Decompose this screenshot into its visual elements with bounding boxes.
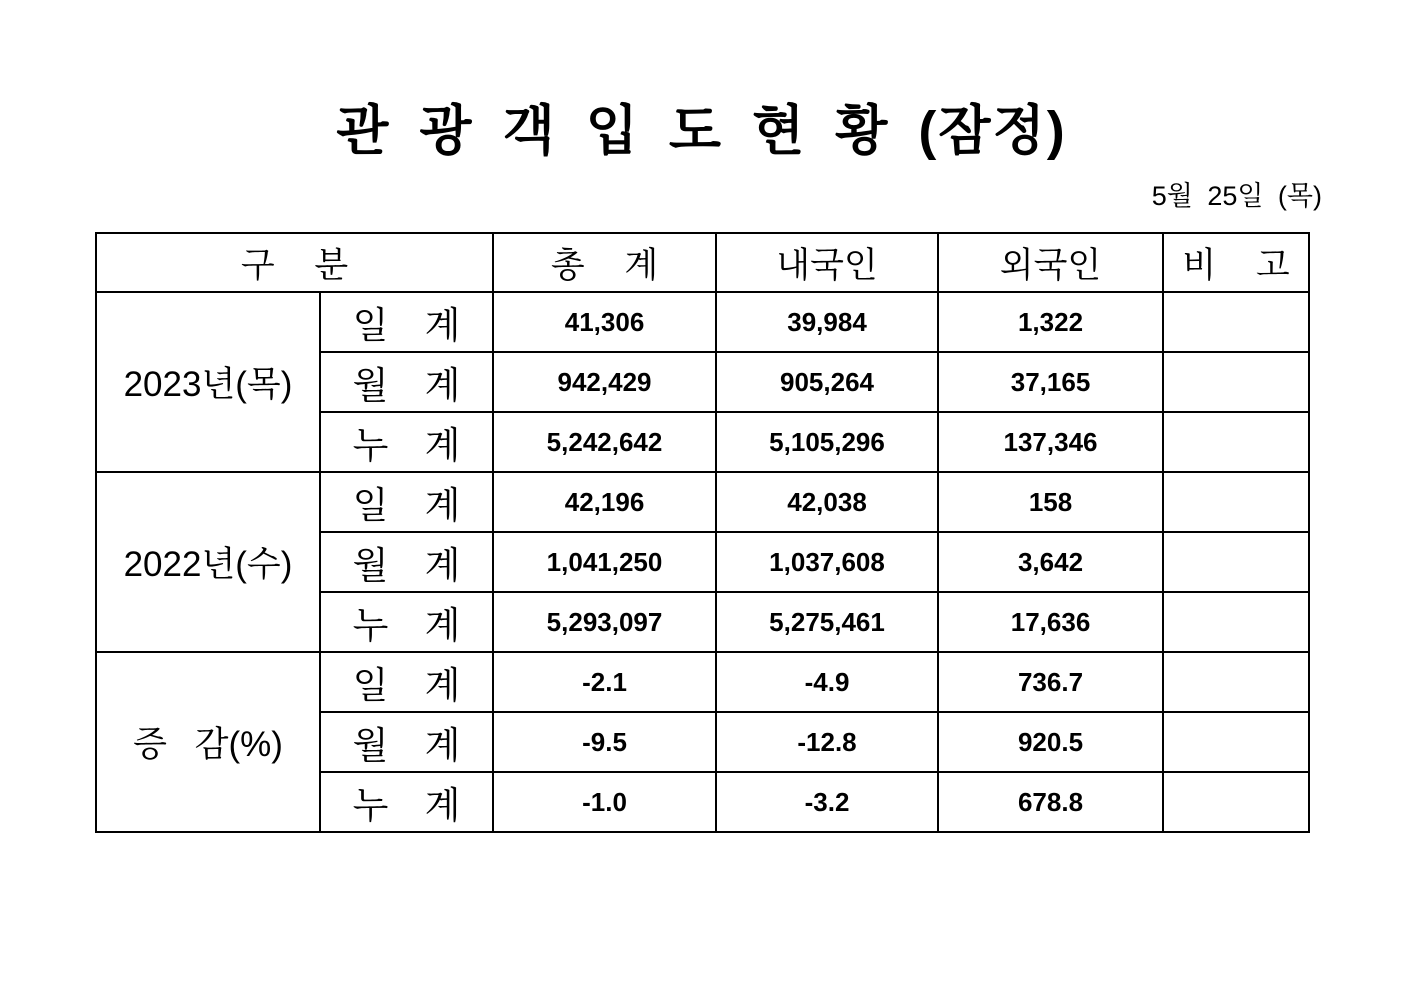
cell-type: 일 계 bbox=[320, 472, 493, 532]
cell-foreign: 678.8 bbox=[938, 772, 1163, 832]
cell-domestic: -12.8 bbox=[716, 712, 938, 772]
cell-foreign: 158 bbox=[938, 472, 1163, 532]
cell-total: -1.0 bbox=[493, 772, 716, 832]
cell-note bbox=[1163, 292, 1309, 352]
cell-type: 누 계 bbox=[320, 772, 493, 832]
cell-type: 월 계 bbox=[320, 532, 493, 592]
cell-total: 41,306 bbox=[493, 292, 716, 352]
header-row bbox=[96, 233, 1309, 292]
cell-domestic: 5,275,461 bbox=[716, 592, 938, 652]
cell-type: 누 계 bbox=[320, 412, 493, 472]
date-label: 5월 25일 (목) bbox=[1151, 181, 1322, 211]
page-title: 관 광 객 입 도 현 황 (잠정) bbox=[336, 101, 1067, 161]
cell-note bbox=[1163, 472, 1309, 532]
cell-note bbox=[1163, 652, 1309, 712]
cell-total: 5,293,097 bbox=[493, 592, 716, 652]
cell-note bbox=[1163, 712, 1309, 772]
section-label-change: 증 감(%) bbox=[96, 652, 320, 832]
cell-foreign: 17,636 bbox=[938, 592, 1163, 652]
cell-foreign: 37,165 bbox=[938, 352, 1163, 412]
cell-type: 일 계 bbox=[320, 652, 493, 712]
header-note: 비 고 bbox=[1163, 233, 1309, 292]
cell-domestic: 5,105,296 bbox=[716, 412, 938, 472]
cell-total: 42,196 bbox=[493, 472, 716, 532]
cell-total: 942,429 bbox=[493, 352, 716, 412]
cell-note bbox=[1163, 532, 1309, 592]
cell-total: -2.1 bbox=[493, 652, 716, 712]
cell-domestic: 39,984 bbox=[716, 292, 938, 352]
cell-total: 1,041,250 bbox=[493, 532, 716, 592]
cell-foreign: 920.5 bbox=[938, 712, 1163, 772]
cell-type: 월 계 bbox=[320, 712, 493, 772]
cell-note bbox=[1163, 412, 1309, 472]
header-domestic: 내국인 bbox=[716, 233, 938, 292]
cell-foreign: 736.7 bbox=[938, 652, 1163, 712]
cell-type: 누 계 bbox=[320, 592, 493, 652]
cell-foreign: 137,346 bbox=[938, 412, 1163, 472]
section-label-2023: 2023년(목) bbox=[96, 292, 320, 472]
cell-foreign: 1,322 bbox=[938, 292, 1163, 352]
cell-domestic: -4.9 bbox=[716, 652, 938, 712]
header-foreign: 외국인 bbox=[938, 233, 1163, 292]
cell-type: 월 계 bbox=[320, 352, 493, 412]
table-row bbox=[96, 652, 1309, 712]
cell-note bbox=[1163, 592, 1309, 652]
tourist-arrivals-table bbox=[95, 232, 1310, 833]
header-category: 구 분 bbox=[96, 233, 493, 292]
cell-domestic: 905,264 bbox=[716, 352, 938, 412]
header-total: 총 계 bbox=[493, 233, 716, 292]
cell-total: -9.5 bbox=[493, 712, 716, 772]
cell-domestic: 42,038 bbox=[716, 472, 938, 532]
cell-type: 일 계 bbox=[320, 292, 493, 352]
cell-foreign: 3,642 bbox=[938, 532, 1163, 592]
table-row bbox=[96, 472, 1309, 532]
section-label-2022: 2022년(수) bbox=[96, 472, 320, 652]
cell-note bbox=[1163, 352, 1309, 412]
cell-total: 5,242,642 bbox=[493, 412, 716, 472]
cell-domestic: 1,037,608 bbox=[716, 532, 938, 592]
table-row bbox=[96, 292, 1309, 352]
cell-domestic: -3.2 bbox=[716, 772, 938, 832]
cell-note bbox=[1163, 772, 1309, 832]
